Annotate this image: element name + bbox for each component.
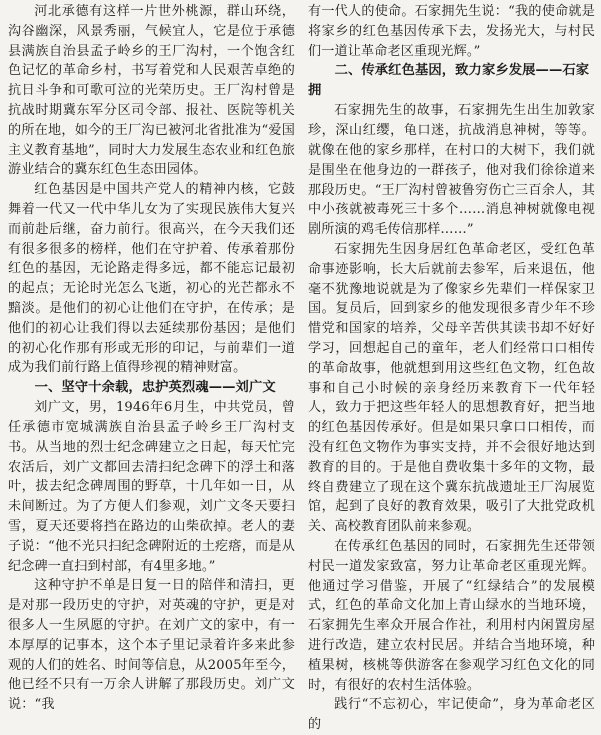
exhibition-hall-paragraph: 石家拥先生因身居红色革命老区，受红色革命事迹影响，长大后就前去参军，后来退伍，他毫不犹豫地说就是为了像家乡先辈们一样保家卫国。复员后，回到家乡的他发现很多青少年不珍惜党和国家的培养，父母辛苦供其读书却不好好学习，回想起自己的童年，老人们经常口口相传的革命故事，他就想到用这些红色文物，红色故事和自己小时候的亲身经历来教育下一代年轻人，致力于把这些年轻人的思想教育好，把当地的红色基因传承好。但是如果只拿口口相传，而没有红色文物作为事实支持，并不会很好地达到教育的目的。于是他自费收集十多年的文物，最终自费建立了现在这个冀东抗战遗址王厂沟展览馆，起到了良好的教育效果，吸引了大批党政机关、高校教育团队前来参观。: [308, 241, 595, 535]
section-heading-shi-jiayong: 二、传承红色基因，致力家乡发展——石家拥: [308, 63, 590, 99]
intro-paragraph: 河北承德有这样一片世外桃源，群山环绕，沟谷幽深，风景秀丽，气候宜人，它是位于承德县满族自治县孟子岭乡的王厂沟村，一个饱含红色记忆的革命乡村，书写着党和人民艰苦卓绝的抗日斗争和可歌可泣的光荣历史。王厂沟村曾是抗战时期冀东军分区司令部、报社、医院等机关的所在地，如今的王厂沟已被河北省批准为“爱国主义教育基地”，同时大力发展生态农业和红色旅游业结合的冀东红色生态田园体。: [8, 4, 295, 178]
closing-paragraph: 践行“不忘初心，牢记使命”，身为革命老区的: [308, 697, 595, 733]
right-column: [308, 2, 595, 733]
left-column: [8, 2, 295, 713]
development-paragraph: 在传承红色基因的同时，石家拥先生还带领村民一道发家致富，努力让革命老区重现光辉。他通过学习借鉴，开展了“红绿结合”的发展模式，红色的革命文化加上青山绿水的当地环境，石家拥先生率众开展合作社，利用村内闲置房屋进行改造，建立农村民居。并结合当地环境，种植果树，核桃等供游客在参观学习红色文化的同时，有很好的农村生活体验。: [308, 538, 595, 693]
guardian-paragraph: 这种守护不单是日复一日的陪伴和清扫，更是对那一段历史的守护，对英魂的守护，更是对很多人一生夙愿的守护。在刘广文的家中，有一本厚厚的记事本，这个本子里记录着许多来此参观的人们的姓名、时间等信息，从2005年至今，他已经不只有一万余人讲解了那段历史。刘广文说：“我: [8, 578, 295, 713]
red-gene-paragraph: 红色基因是中国共产党人的精神内核，它鼓舞着一代又一代中华儿女为了实现民族伟大复兴而前赴后继，奋力前行。很高兴，在今天我们还有很多很多的榜样，他们在守护着、传承着那份红色的基因，无论路走得多远，都不能忘记最初的起点；无论时光怎么飞逝，初心的光芒都永不黯淡。是他们的初心让他们在守护，在传承；是他们的初心让我们得以去延续那份基因；是他们的初心化作那有形或无形的印记，与前辈们一道成为我们前行路上值得珍视的精神财富。: [8, 182, 295, 376]
continued-paragraph: 有一代人的使命。石家拥先生说：“我的使命就是将家乡的红色基因传承下去，发扬光大，与村民们一道让革命老区重现光辉。”: [308, 4, 595, 59]
liu-guangwen-paragraph: 刘广文，男，1946年6月生，中共党员，曾任承德市宽城满族自治县孟子岭乡王厂沟村支书。从当地的烈士纪念碑建立之日起，每天忙完农活后，刘广文都回去清扫纪念碑下的浮土和落叶，拔去纪念碑周围的野草，十几年如一日，从未间断过。为了方便人们参观，刘广文冬天要扫雪，夏天还要将挡在路边的山柴砍掉。老人的妻子说：“他不光只扫纪念碑附近的土疙瘩，而是从纪念碑一直扫到村部，有4里多地。”: [8, 400, 295, 574]
shi-jiayong-story-paragraph: 石家拥先生的故事，石家拥先生出生加敦家珍，深山红缨，龟口迷，抗战消息神树，等等。就像在他的家乡那样，在村口的大树下，我们就是围坐在他身边的一群孩子，他对我们徐徐道来那段历史。“王厂沟村曾被鲁穷伤亡三百余人，其中小孩就被毒死三十多个……消息神树就像电视剧所演的鸡毛传信那样……”: [308, 103, 595, 238]
section-heading-liu-guangwen: 一、坚守十余载，忠护英烈魂——刘广文: [34, 380, 276, 396]
